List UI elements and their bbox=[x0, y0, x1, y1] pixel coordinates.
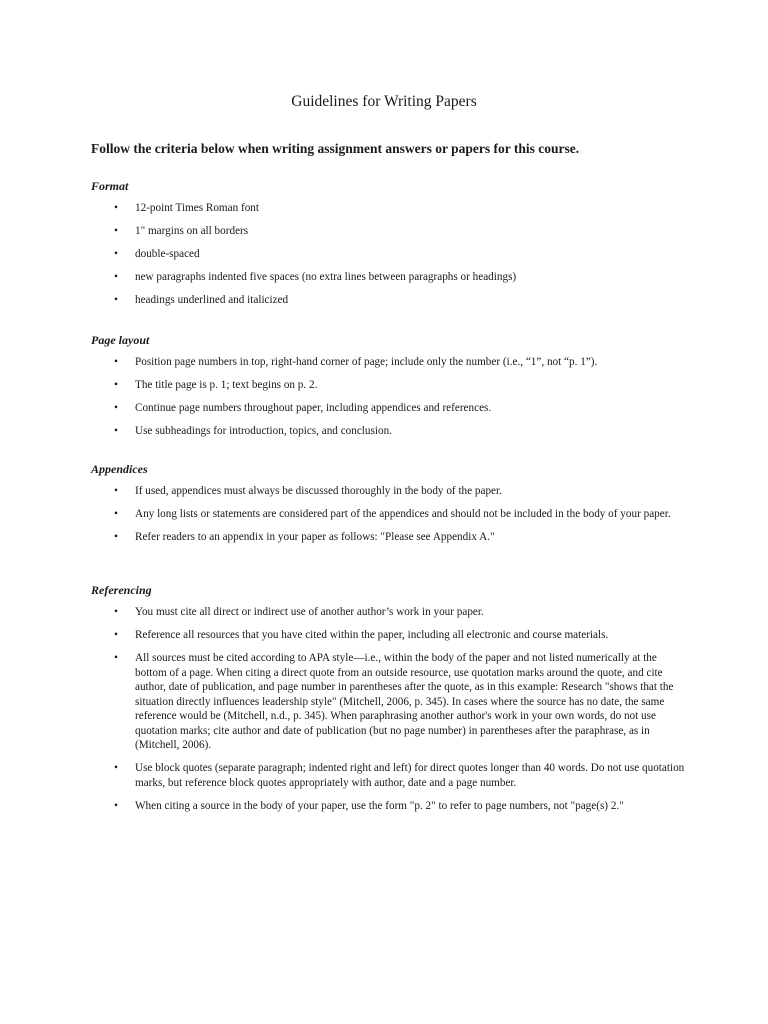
list-item-text: If used, appendices must always be discussed thoroughly in the body of the paper. bbox=[135, 485, 502, 497]
bullet-icon: • bbox=[114, 485, 118, 497]
list-item-text: Any long lists or statements are considered part of the appendices and should not be included in the body of your paper. bbox=[135, 508, 671, 520]
section-appendices bbox=[91, 462, 691, 553]
list-item bbox=[91, 355, 687, 370]
list-item bbox=[91, 530, 687, 545]
list-item bbox=[91, 799, 687, 814]
bullet-icon: • bbox=[114, 379, 118, 391]
bullet-icon: • bbox=[114, 531, 118, 543]
list-item bbox=[91, 247, 687, 262]
list-item bbox=[91, 270, 687, 285]
bullet-icon: • bbox=[114, 225, 118, 237]
bullet-list bbox=[91, 201, 691, 308]
list-item bbox=[91, 224, 687, 239]
section-page-layout bbox=[91, 333, 691, 447]
list-item bbox=[91, 605, 687, 620]
bullet-list bbox=[91, 355, 691, 439]
bullet-icon: • bbox=[114, 402, 118, 414]
list-item bbox=[91, 424, 687, 439]
bullet-icon: • bbox=[114, 356, 118, 368]
section-heading: Referencing bbox=[91, 583, 152, 597]
bullet-icon: • bbox=[114, 248, 118, 260]
list-item-text: 12-point Times Roman font bbox=[135, 202, 260, 214]
section-heading: Page layout bbox=[91, 333, 150, 347]
list-item-text: All sources must be cited according to APA style—i.e., within the body of the paper and not listed numerically at the bottom of a page. When citing a direct quote from an outside resource, use quotation marks around the quote, and cite author, date of publication, and page number in parentheses after the quote, as in this example: Research "shows that the situation directly influences leadership style" (Mitchell, 2006, p. 345). In cases where the source has no date, the same reference would be (Mitchell, n.d., p. 345). When paraphrasing another author's work in your own words, do not use quotation marks; cite author and date of publication (but no page number) in parentheses after the paraphrase, as in (Mitchell, 2006). bbox=[135, 652, 674, 751]
page-title: Guidelines for Writing Papers bbox=[291, 93, 477, 110]
bullet-list bbox=[91, 484, 691, 545]
bullet-icon: • bbox=[114, 606, 118, 618]
list-item-text: Reference all resources that you have cited within the paper, including all electronic and course materials. bbox=[135, 629, 609, 641]
bullet-icon: • bbox=[114, 508, 118, 520]
list-item bbox=[91, 378, 687, 393]
bullet-icon: • bbox=[114, 629, 118, 641]
list-item-text: Position page numbers in top, right-hand corner of page; include only the number (i.e., “1”, not “p. 1”). bbox=[135, 356, 598, 368]
bullet-icon: • bbox=[114, 762, 118, 774]
list-item bbox=[91, 628, 687, 643]
bullet-list bbox=[91, 605, 691, 813]
bullet-icon: • bbox=[114, 799, 118, 812]
list-item-text: new paragraphs indented five spaces (no extra lines between paragraphs or headings) bbox=[135, 271, 517, 283]
list-item-text: Use block quotes (separate paragraph; indented right and left) for direct quotes longer than 40 words. Do not use quotation marks, but reference block quotes appropriately with author, date and a page number. bbox=[135, 762, 685, 789]
list-item bbox=[91, 651, 687, 753]
list-item-text: Continue page numbers throughout paper, including appendices and references. bbox=[135, 402, 492, 414]
bullet-icon: • bbox=[114, 425, 118, 437]
bullet-icon: • bbox=[114, 294, 118, 306]
intro-text: Follow the criteria below when writing assignment answers or papers for this course. bbox=[91, 141, 580, 156]
list-item-text: Refer readers to an appendix in your paper as follows: "Please see Appendix A." bbox=[135, 531, 495, 543]
bullet-icon: • bbox=[114, 652, 118, 664]
list-item-text: Use subheadings for introduction, topics, and conclusion. bbox=[135, 425, 392, 437]
section-heading: Format bbox=[91, 179, 129, 193]
list-item bbox=[91, 484, 687, 499]
bullet-icon: • bbox=[114, 271, 118, 283]
list-item bbox=[91, 761, 687, 790]
bullet-icon: • bbox=[114, 202, 118, 214]
list-item-text: When citing a source in the body of your paper, use the form "p. 2" to refer to page numbers, not "page(s) 2." bbox=[135, 799, 624, 812]
list-item-text: 1" margins on all borders bbox=[135, 225, 249, 237]
list-item bbox=[91, 293, 687, 308]
list-item bbox=[91, 401, 687, 416]
section-heading: Appendices bbox=[91, 462, 148, 476]
list-item bbox=[91, 507, 687, 522]
list-item bbox=[91, 201, 687, 216]
list-item-text: double-spaced bbox=[135, 248, 200, 260]
section-format bbox=[91, 179, 691, 316]
list-item-text: headings underlined and italicized bbox=[135, 294, 289, 306]
list-item-text: You must cite all direct or indirect use of another author’s work in your paper. bbox=[135, 606, 484, 618]
list-item-text: The title page is p. 1; text begins on p. 2. bbox=[135, 379, 318, 391]
section-referencing bbox=[91, 583, 691, 822]
